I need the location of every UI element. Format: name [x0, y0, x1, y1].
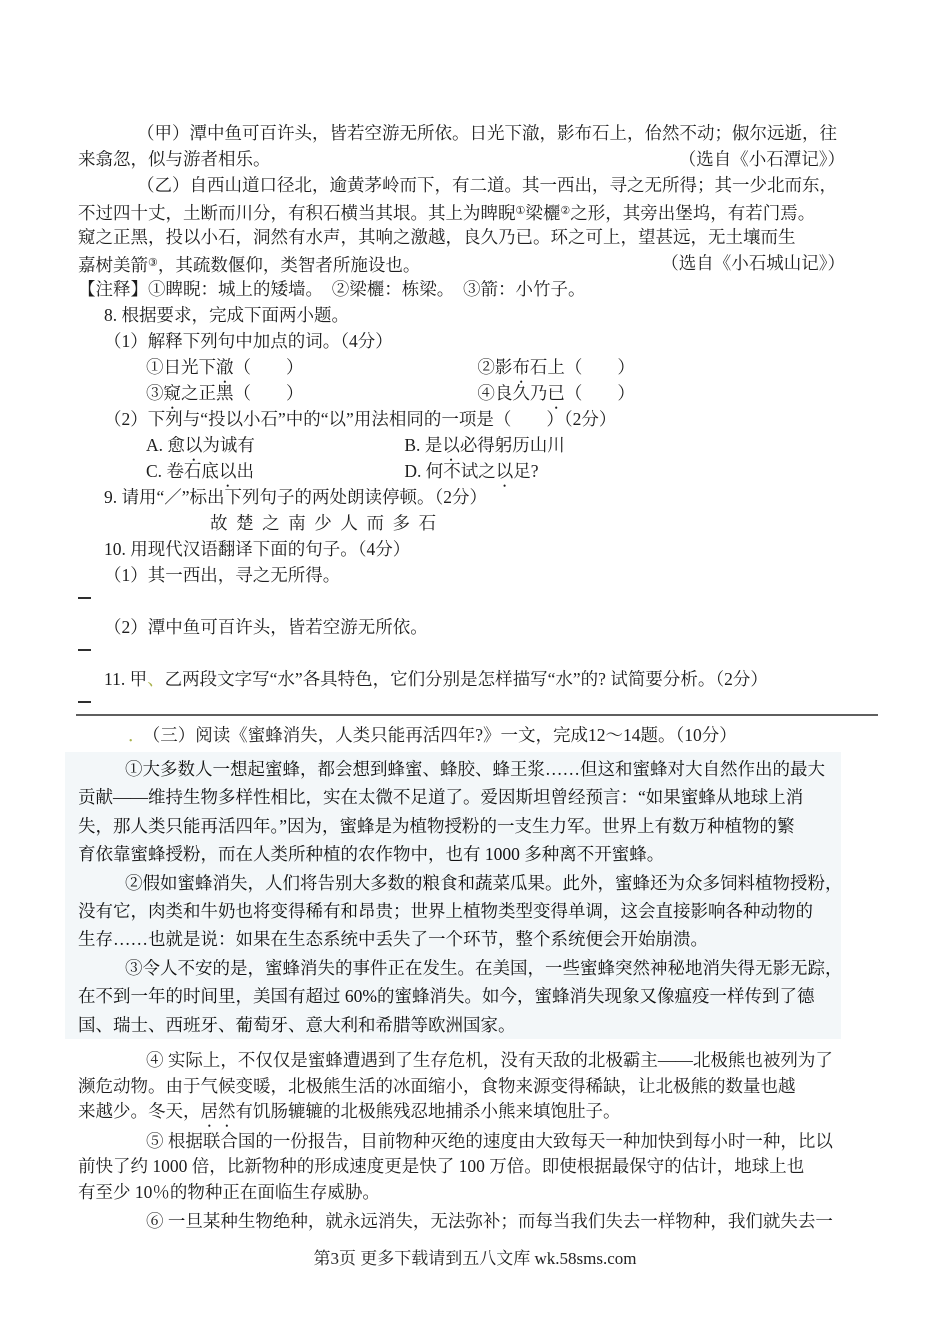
q8-item-1-pre: 日光下	[163, 357, 216, 377]
q8-option-b-dotted-char: 以	[442, 435, 460, 455]
section-divider-rule	[76, 714, 878, 716]
q8-option-b	[404, 435, 564, 455]
q8-option-b-label: B.	[404, 435, 425, 455]
passage-yi-source: （选自《小石城山记》）	[661, 253, 845, 273]
essay-p4-line2: 濒危动物。由于气候变暖，北极熊生活的冰面缩小，食物来源变得稀缺，让北极熊的数量也越	[78, 1075, 796, 1096]
passage-jia-line1: （甲）潭中鱼可百许头，皆若空游无所依。日光下澈，影布石上，佁然不动；俶尔远逝，往	[137, 123, 837, 143]
q8-option-b-pre: 是	[424, 435, 443, 455]
section-three-title: （三）阅读《蜜蜂消失，人类只能再活四年?》一文，完成12～14题。（10分）	[151, 725, 737, 745]
q8-item-4-dotted-char: 已	[547, 383, 565, 403]
q8-option-d-post: 足?	[513, 461, 539, 481]
q8-option-d-label: D.	[404, 461, 426, 481]
q8-option-c-post: 出	[236, 461, 254, 481]
q8-option-a-label: A.	[146, 435, 168, 455]
essay-p6-line1: ⑥ 一旦某种生物绝种，就永远消失，无法弥补；而每当我们失去一样物种，我们就失去一	[146, 1211, 833, 1231]
q10-item-2: （2）潭中鱼可百许头，皆若空游无所依。	[104, 617, 428, 637]
q8-item-4-pre: 良久乃	[494, 383, 548, 403]
essay-p1-line1: ①大多数人一想起蜜蜂，都会想到蜂蜜、蜂胶、蜂王浆……但这和蜜蜂对大自然作出的最大	[125, 759, 825, 779]
footnote-ref-3: ③	[148, 257, 158, 269]
q8-item-3-blank: 之正黑（ ）	[181, 383, 304, 403]
footnote-ref-2: ②	[560, 205, 571, 217]
answer-line-mark	[78, 701, 91, 703]
q10-item-1: （1）其一西出，寻之无所得。	[104, 565, 341, 585]
essay-p2-line1: ②假如蜜蜂消失，人们将告别大多数的粮食和蔬菜瓜果。此外，蜜蜂还为众多饲料植物授粉，	[125, 872, 843, 893]
classical-reading-section	[78, 120, 872, 718]
passage-jia-line2-text: 来翕忽，似与游者相乐。	[78, 149, 271, 169]
footnote-ref-1: ①	[515, 205, 526, 217]
q11-pre: 11. 甲	[104, 669, 148, 689]
essay-p3-line1: ③令人不安的是，蜜蜂消失的事件正在发生。在美国，一些蜜蜂突然神秘地消失得无影无踪，	[125, 957, 843, 978]
essay-p1-line3: 失，那人类只能再活四年。”因为，蜜蜂是为植物授粉的一支生力军。世界上有数万种植物的繁	[78, 815, 795, 836]
answer-blank-line-2	[78, 640, 872, 666]
q8-item-3-num: ③	[146, 383, 164, 403]
q8-items-row1	[78, 354, 872, 380]
question-8-sub1: （1）解释下列句中加点的词。（4分）	[104, 331, 393, 351]
essay-p2-line2: 没有它，肉类和牛奶也将变得稀有和昂贵；世界上植物类型变得单调，这会直接影响各种动物的	[78, 900, 813, 921]
q8-option-b-post: 必得躬历山川	[459, 435, 565, 455]
essay-p4-line3	[78, 1099, 872, 1125]
section-three-title-line	[78, 722, 922, 748]
passage-yi-line1: （乙）自西山道口径北，逾黄茅岭而下，有二道。其一西出，寻之无所得；其一少北而东，	[137, 175, 837, 195]
essay-p5-line1: ⑤ 根据联合国的一份报告，目前物种灭绝的速度由大致每天一种加快到每小时一种，比以	[146, 1130, 833, 1151]
yi-line2-pre: 不过四十丈，土断而川分，有积石横当其垠。其上为睥睨	[78, 203, 516, 223]
essay-continuation-section	[78, 1048, 872, 1235]
question-9-stem: 9. 请用“／”标出下列句子的两处朗读停顿。（2分）	[104, 487, 488, 507]
essay-p5-line2: 前快了约 1000 倍，比新物种的形成速度更是快了 100 万倍。即使根据最保守的估计，地球上也	[78, 1156, 805, 1176]
q8-option-d-dotted-char: 以	[495, 461, 514, 481]
page-footer: 第3页 更多下载请到五八文库 wk.58sms.com	[313, 1249, 637, 1268]
q8-item-4-blank: （ ）	[564, 383, 635, 403]
passage-yi-line2	[78, 198, 872, 224]
q8-item-1-dotted-char: 澈	[216, 357, 234, 377]
q11-post: 乙两段文字写“水”各具特色，它们分别是怎样描写“水”的? 试简要分析。（2分）	[164, 669, 768, 689]
q8-option-a-post: 为诚有	[202, 435, 255, 455]
q8-item-1-blank: （ ）	[233, 357, 304, 377]
essay-shaded-block	[65, 752, 841, 1039]
p4-line3-dotted-word: 居然	[200, 1101, 236, 1121]
yi-line4-post: ，其疏数偃仰，类智者所施设也。	[157, 255, 421, 275]
q8-item-2-num: ②	[477, 357, 495, 377]
p4-line3-pre: 来越少。冬天，	[78, 1101, 201, 1121]
yi-line2-post: 之形，其旁出堡坞，有若门焉。	[570, 203, 816, 223]
essay-p2-line3: 生存……也就是说：如果在生态系统中丢失了一个环节，整个系统便会开始崩溃。	[78, 929, 708, 950]
q8-item-2	[477, 357, 635, 377]
question-8-stem: 8. 根据要求，完成下面两小题。	[104, 305, 349, 325]
yi-line4-text	[78, 250, 420, 276]
footnotes-line: 【注释】①睥睨：城上的矮墙。 ②梁欐：栋梁。 ③箭：小竹子。	[78, 279, 586, 299]
passage-yi-line3: 窥之正黑，投以小石，洞然有水声，其响之激越，良久乃已。环之可上，望甚远，无土壤而生	[78, 227, 796, 247]
q8-item-2-dotted-char: 布	[512, 357, 530, 377]
q8-item-4-num: ④	[477, 383, 495, 403]
q8-option-c-label: C.	[146, 461, 167, 481]
question-10-stem: 10. 用现代汉语翻译下面的句子。（4分）	[104, 539, 411, 559]
essay-p1-line2: 贡献——维持生物多样性相比，实在太微不足道了。爱因斯坦曾经预言：“如果蜜蜂从地球上消	[78, 787, 804, 808]
question-8-sub2: （2）下列与“投以小石”中的“以”用法相同的一项是（ ）（2分）	[104, 409, 617, 429]
answer-blank-line-1	[78, 588, 872, 614]
passage-jia-source: （选自《小石潭记》）	[678, 149, 845, 169]
yi-line2-mid: 梁欐	[525, 203, 561, 223]
q8-option-c-pre: 卷石底	[166, 461, 219, 481]
answer-line-mark	[78, 597, 91, 599]
section-three-olive-dot: ．	[128, 725, 146, 745]
q8-option-c-dotted-char: 以	[218, 461, 237, 481]
passage-yi-line4	[78, 250, 872, 276]
essay-p4-line1: ④ 实际上，不仅仅是蜜蜂遭遇到了生存危机，没有天敌的北极霸主——北极熊也被列为了	[146, 1050, 833, 1070]
q8-option-a-pre: 愈	[167, 435, 185, 455]
q8-option-d-pre: 何不试之	[425, 461, 496, 481]
yi-line4-pre: 嘉树美箭	[78, 255, 148, 275]
essay-p3-line2: 在不到一年的时间里，美国有超过 60%的蜜蜂消失。如今，蜜蜂消失现象又像瘟疫一样传到了德	[78, 986, 815, 1007]
p4-line3-post: 有饥肠辘辘的北极熊残忍地捕杀小熊来填饱肚子。	[235, 1101, 621, 1121]
q8-items-row2	[78, 380, 872, 406]
q8-options-row2	[78, 458, 872, 484]
question-11-stem	[78, 666, 872, 692]
essay-p3-line3: 国、瑞士、西班牙、葡萄牙、意大利和希腊等欧洲国家。	[78, 1014, 516, 1035]
q8-item-4	[477, 383, 635, 403]
q8-options-row1	[78, 432, 872, 458]
q8-item-2-pre: 影	[494, 357, 513, 377]
essay-p1-line4: 育依靠蜜蜂授粉，而在人类所种植的农作物中，也有 1000 多种离不开蜜蜂。	[78, 844, 665, 865]
q8-item-2-blank: 石上（ ）	[529, 357, 635, 377]
q8-item-3-dotted-char: 窥	[163, 383, 181, 403]
q11-olive-mark: 、	[147, 669, 165, 689]
passage-jia-line2	[78, 146, 872, 172]
q8-item-1-num: ①	[146, 357, 164, 377]
essay-p5-line3: 有至少 10％的物种正在面临生存威胁。	[78, 1181, 380, 1202]
q8-option-d	[404, 461, 538, 481]
q9-sentence: 故 楚 之 南 少 人 而 多 石	[210, 513, 439, 533]
answer-line-mark	[78, 649, 91, 651]
q8-option-a-dotted-char: 以	[184, 435, 203, 455]
